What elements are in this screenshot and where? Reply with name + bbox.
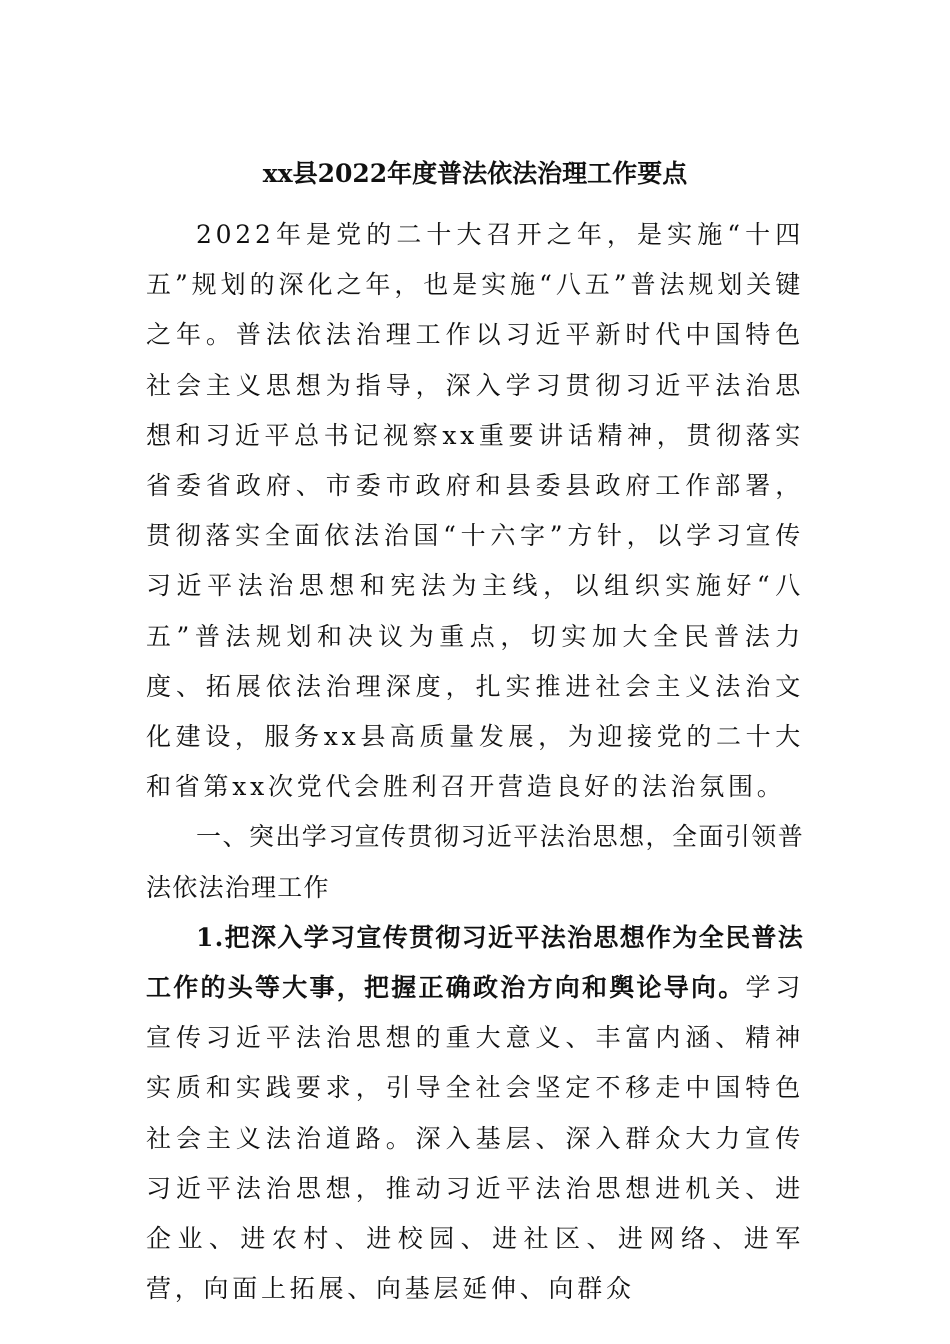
item-1-text: 学习宣传习近平法治思想的重大意义、丰富内涵、精神实质和实践要求，引导全社会坚定不移走中国特色社会主义法治道路。深入基层、深入群众大力宣传习近平法治思想，推动习近平法治思想进机关、进企业、进农村、进校园、进社区、进网络、进军营，向面上拓展、向基层延伸、向群众 [146,973,804,1304]
item-1-lead: 1.把深入学习宣传贯彻习近平法治思想作为全民普法工作的头等大事，把握正确政治方向和舆论导向。 [146,922,804,1003]
intro-paragraph: 2022年是党的二十大召开之年，是实施“十四五”规划的深化之年，也是实施“八五”普法规划关键之年。普法依法治理工作以习近平新时代中国特色社会主义思想为指导，深入学习贯彻习近平法治思想和习近平总书记视察xx重要讲话精神，贯彻落实省委省政府、市委市政府和县委县政府工作部署，贯彻落实全面依法治国“十六字”方针，以学习宣传习近平法治思想和宪法为主线，以组织实施好“八五”普法规划和决议为重点，切实加大全民普法力度、拓展依法治理深度，扎实推进社会主义法治文化建设，服务xx县高质量发展，为迎接党的二十大和省第xx次党代会胜利召开营造良好的法治氛围。 [146,220,804,802]
section-heading-1: 一、突出学习宣传贯彻习近平法治思想，全面引领普法依法治理工作 [146,822,804,902]
document-title: xx县2022年度普法依法治理工作要点 [262,159,688,188]
item-1-paragraph [146,913,804,1315]
document-body [146,210,804,1314]
